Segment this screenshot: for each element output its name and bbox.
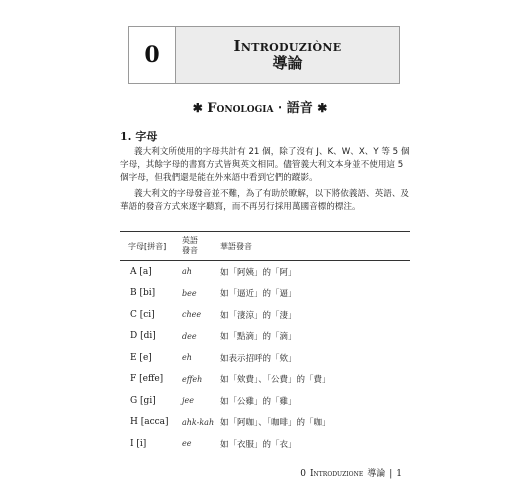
cell-english: ahk-kah (182, 417, 215, 427)
table-row (120, 261, 410, 283)
cell-english: jee (182, 396, 194, 406)
subsection-title: 1. 字母 (120, 130, 158, 143)
chapter-titles (176, 27, 399, 83)
cell-english: ah (182, 267, 192, 277)
chapter-title-chinese: 導論 (272, 54, 303, 72)
section-title-italian: Fonologia (207, 101, 274, 116)
header-letter: 字母[拼音] (120, 232, 182, 261)
cell-english: ee (182, 439, 192, 449)
cell-letter: C [ci] (130, 309, 155, 320)
header-english: 英語 發音 (182, 232, 220, 261)
cell-chinese: 如表示招呼的「欸」 (220, 353, 297, 364)
table-row (120, 433, 410, 455)
table-row (120, 347, 410, 369)
chapter-title-italian: Introduziòne (233, 36, 342, 55)
table-row (120, 304, 410, 326)
cell-chinese: 如「阿姨」的「阿」 (220, 267, 297, 278)
cell-chinese: 如「逼近」的「逼」 (220, 289, 297, 300)
footer-chapter-title-chinese: 導論 (367, 469, 386, 479)
alphabet-table (120, 231, 410, 455)
cell-english: dee (182, 331, 197, 341)
star-right-icon: ✱ (317, 101, 328, 115)
header-chinese: 華語發音 (220, 232, 410, 261)
cell-english: effeh (182, 374, 203, 384)
cell-english: bee (182, 288, 197, 298)
page-number: 1 (396, 469, 402, 479)
table-header-row (120, 232, 410, 261)
footer-chapter-number: 0 (300, 469, 306, 479)
cell-letter: G [gi] (130, 395, 156, 406)
section-separator: ‧ (278, 101, 283, 116)
cell-chinese: 如「公雞」的「雞」 (220, 396, 297, 407)
cell-chinese: 如「淒涼」的「淒」 (220, 310, 297, 321)
table-row (120, 326, 410, 348)
paragraph-pronunciation: 義大利文的字母發音並不難，為了有助於瞭解，以下將依義語、英語、及華語的發音方式來逐字聽寫，而不再另行採用萬國音標的標注。 (120, 189, 410, 212)
cell-chinese: 如「阿咖」、「咖啡」的「咖」 (220, 418, 331, 429)
chapter-banner (128, 26, 400, 84)
cell-english: chee (182, 310, 202, 320)
cell-letter: D [di] (130, 331, 156, 342)
table-row (120, 390, 410, 412)
cell-letter: I [i] (130, 438, 147, 449)
paragraph-intro: 義大利文所使用的字母共計有 21 個，除了沒有 J、K、W、X、Y 等 5 個字母，其餘字母的書寫方式皆與英文相同。儘管義大利文本身並不使用這 5 個字母，但我們還是能在外來語中看到它們的蹤影。 (120, 147, 410, 183)
footer-divider: | (389, 469, 393, 479)
table-row (120, 283, 410, 305)
cell-letter: H [acca] (130, 417, 169, 428)
chapter-number: 0 (129, 27, 176, 83)
page-footer (300, 466, 402, 479)
cell-letter: B [bi] (130, 288, 156, 299)
section-title-chinese: 語音 (286, 101, 313, 116)
section-heading (0, 97, 520, 116)
cell-chinese: 如「衣服」的「衣」 (220, 439, 297, 450)
cell-letter: E [e] (130, 352, 152, 363)
star-left-icon: ✱ (192, 101, 203, 115)
cell-chinese: 如「欸費」、「公費」的「費」 (220, 375, 331, 386)
footer-chapter-title-italian: Introduzione (310, 469, 364, 479)
table-row (120, 412, 410, 434)
cell-letter: A [a] (130, 266, 152, 277)
cell-letter: F [effe] (130, 374, 164, 385)
table-body (120, 261, 410, 455)
cell-chinese: 如「點滴」的「滴」 (220, 332, 297, 343)
table-row (120, 369, 410, 391)
cell-english: eh (182, 353, 192, 363)
